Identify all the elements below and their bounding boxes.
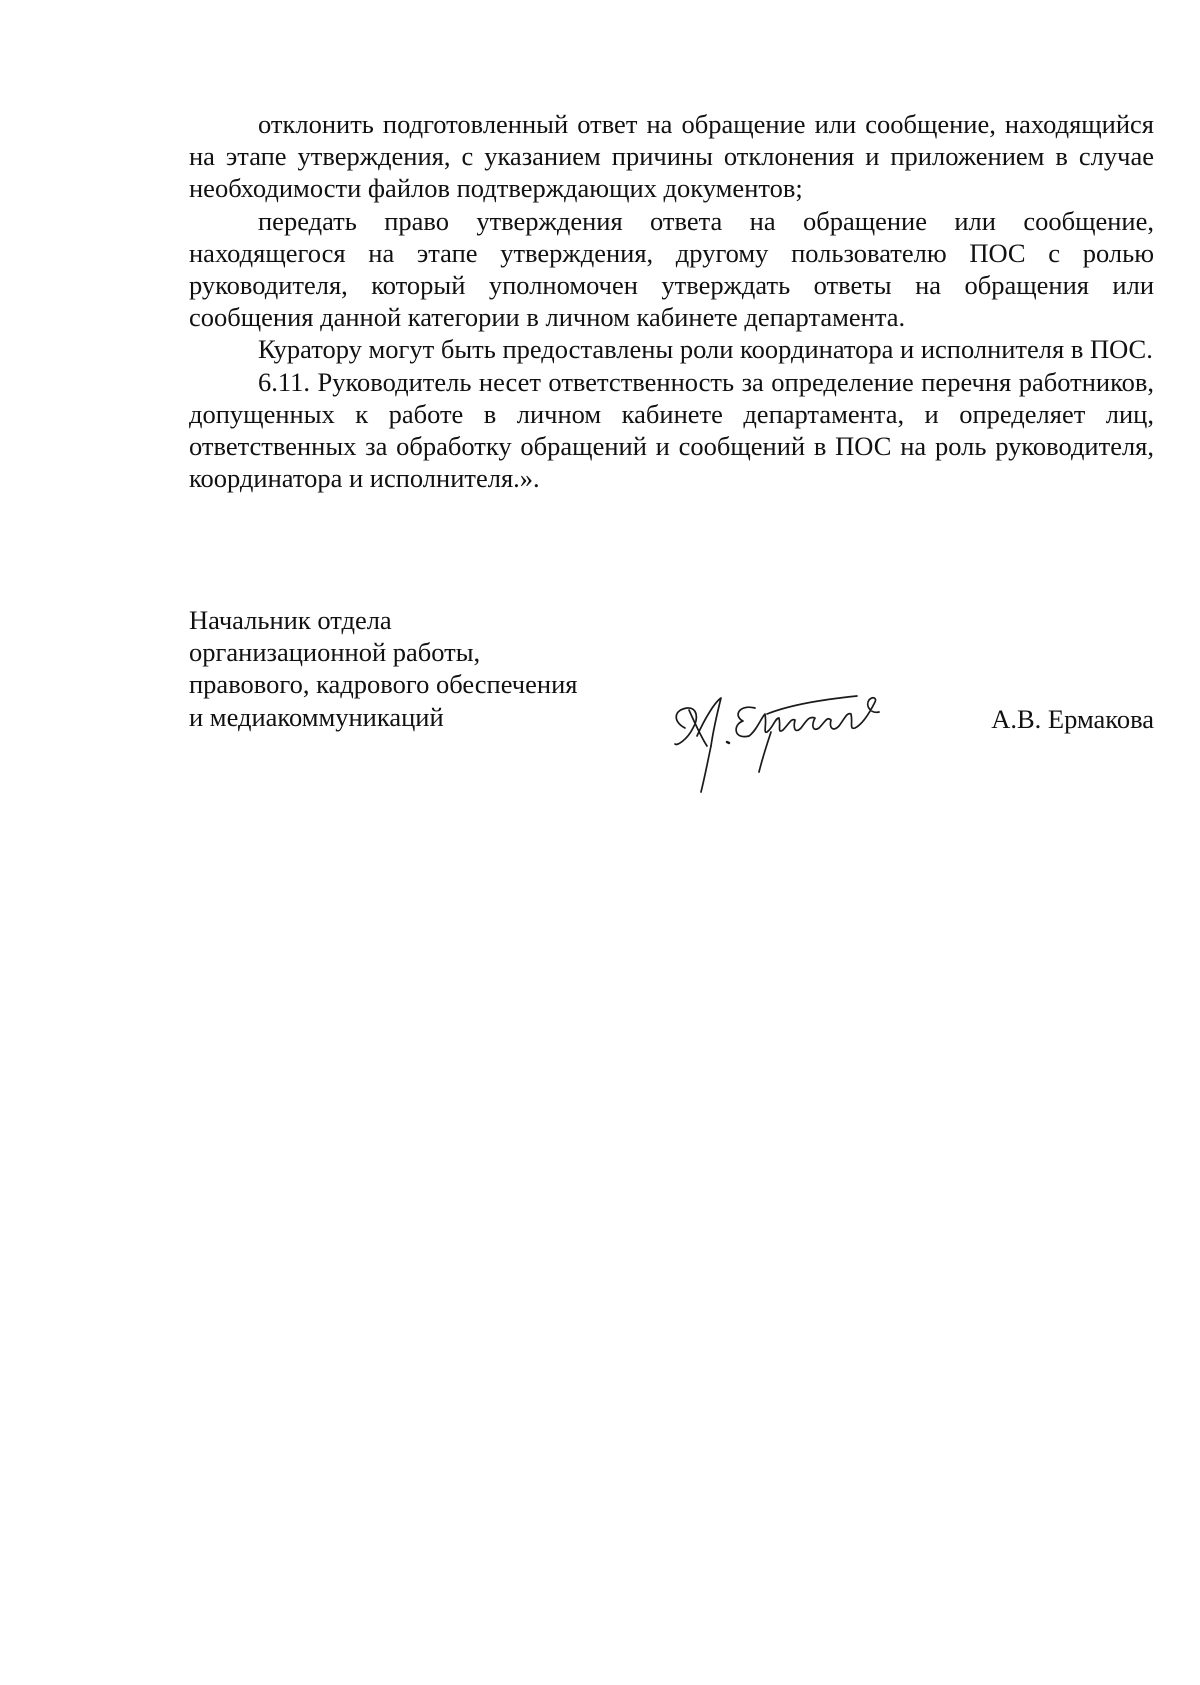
- signer-position: [189, 604, 649, 733]
- signer-name: А.В. Ермакова: [991, 704, 1154, 734]
- signer-position-line: правового, кадрового обеспечения: [189, 669, 578, 700]
- paragraph-section-6-11: 6.11. Руководитель несет ответственность за определение перечня работников, допущенных к работе в личном кабинете департамента, и определяет лиц, ответственных за обработку обращений и сообщений в ПОС на роль руководителя, координатора и исполнителя.».: [189, 366, 1154, 494]
- signature-block: [189, 604, 1154, 804]
- paragraph-reject-answer: отклонить подготовленный ответ на обращение или сообщение, находящийся на этапе утверждения, с указанием причины отклонения и приложением в случае необходимости файлов подтверждающих документов;: [189, 109, 1154, 204]
- document-body: [189, 108, 1154, 494]
- signer-position-line: Начальник отдела: [189, 605, 392, 635]
- handwritten-signature: [667, 688, 897, 798]
- signer-position-line: и медиакоммуникаций: [189, 701, 444, 732]
- paragraph-transfer-approval: передать право утверждения ответа на обращение или сообщение, находящегося на этапе утверждения, другому пользователю ПОС с ролью руководителя, который уполномочен утверждать ответы на обращения или сообщения данной категории в личном кабинете департамента.: [189, 205, 1154, 333]
- signer-position-line: организационной работы,: [189, 637, 481, 668]
- paragraph-curator-roles: Куратору могут быть предоставлены роли координатора и исполнителя в ПОС.: [258, 334, 1153, 365]
